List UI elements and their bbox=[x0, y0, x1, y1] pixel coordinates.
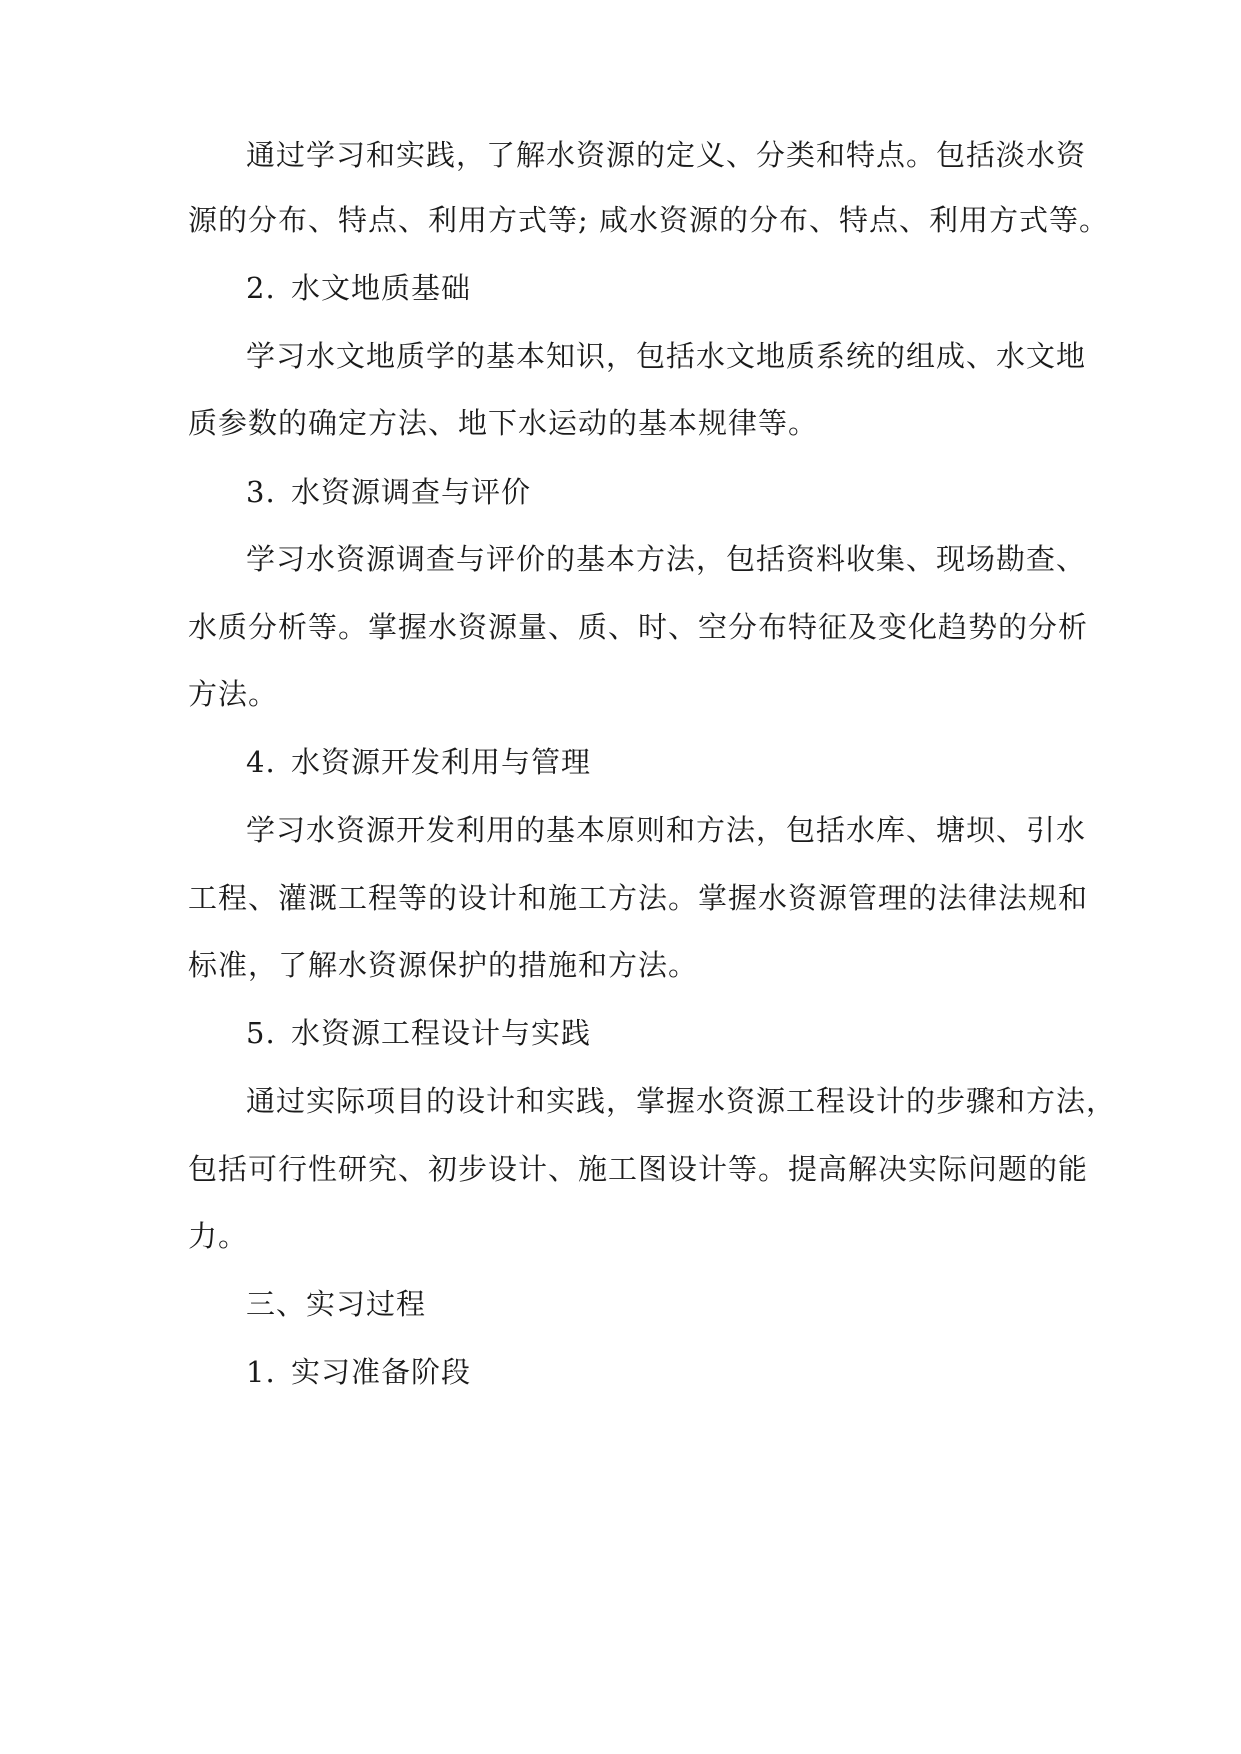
section-title: 水文地质基础 bbox=[291, 271, 472, 305]
section-number: 5. bbox=[246, 1016, 276, 1050]
section-heading-5 bbox=[246, 1015, 591, 1051]
section-number: 2. bbox=[246, 271, 276, 305]
paragraph-line: 质参数的确定方法、地下水运动的基本规律等。 bbox=[188, 406, 819, 440]
section-heading-3 bbox=[246, 474, 531, 510]
section-heading-2 bbox=[246, 270, 471, 306]
chapter-heading: 三、实习过程 bbox=[246, 1287, 427, 1321]
section-heading-4 bbox=[246, 744, 591, 780]
paragraph-line: 学习水文地质学的基本知识，包括水文地质系统的组成、水文地 bbox=[246, 339, 1087, 373]
paragraph-line: 包括可行性研究、初步设计、施工图设计等。提高解决实际问题的能 bbox=[188, 1152, 1089, 1186]
paragraph-line: 通过实际项目的设计和实践，掌握水资源工程设计的步骤和方法， bbox=[246, 1084, 1117, 1118]
section-title: 水资源调查与评价 bbox=[291, 475, 532, 509]
paragraph-line: 学习水资源调查与评价的基本方法，包括资料收集、现场勘查、 bbox=[246, 542, 1087, 576]
paragraph-line: 标准，了解水资源保护的措施和方法。 bbox=[188, 948, 699, 982]
paragraph-line: 通过学习和实践，了解水资源的定义、分类和特点。包括淡水资 bbox=[246, 138, 1087, 172]
paragraph-line: 方法。 bbox=[188, 677, 279, 711]
section-number: 4. bbox=[246, 745, 276, 779]
paragraph-line: 工程、灌溉工程等的设计和施工方法。掌握水资源管理的法律法规和 bbox=[188, 881, 1089, 915]
paragraph-line: 源的分布、特点、利用方式等; 咸水资源的分布、特点、利用方式等。 bbox=[188, 203, 1109, 237]
paragraph-line: 学习水资源开发利用的基本原则和方法，包括水库、塘坝、引水 bbox=[246, 813, 1087, 847]
section-number: 3. bbox=[246, 475, 276, 509]
paragraph-line: 力。 bbox=[188, 1219, 249, 1253]
section-heading-1 bbox=[246, 1354, 471, 1390]
section-number: 1. bbox=[246, 1355, 276, 1389]
section-title: 实习准备阶段 bbox=[291, 1355, 472, 1389]
section-title: 水资源工程设计与实践 bbox=[291, 1016, 592, 1050]
section-title: 水资源开发利用与管理 bbox=[291, 745, 592, 779]
paragraph-line: 水质分析等。掌握水资源量、质、时、空分布特征及变化趋势的分析 bbox=[188, 610, 1089, 644]
